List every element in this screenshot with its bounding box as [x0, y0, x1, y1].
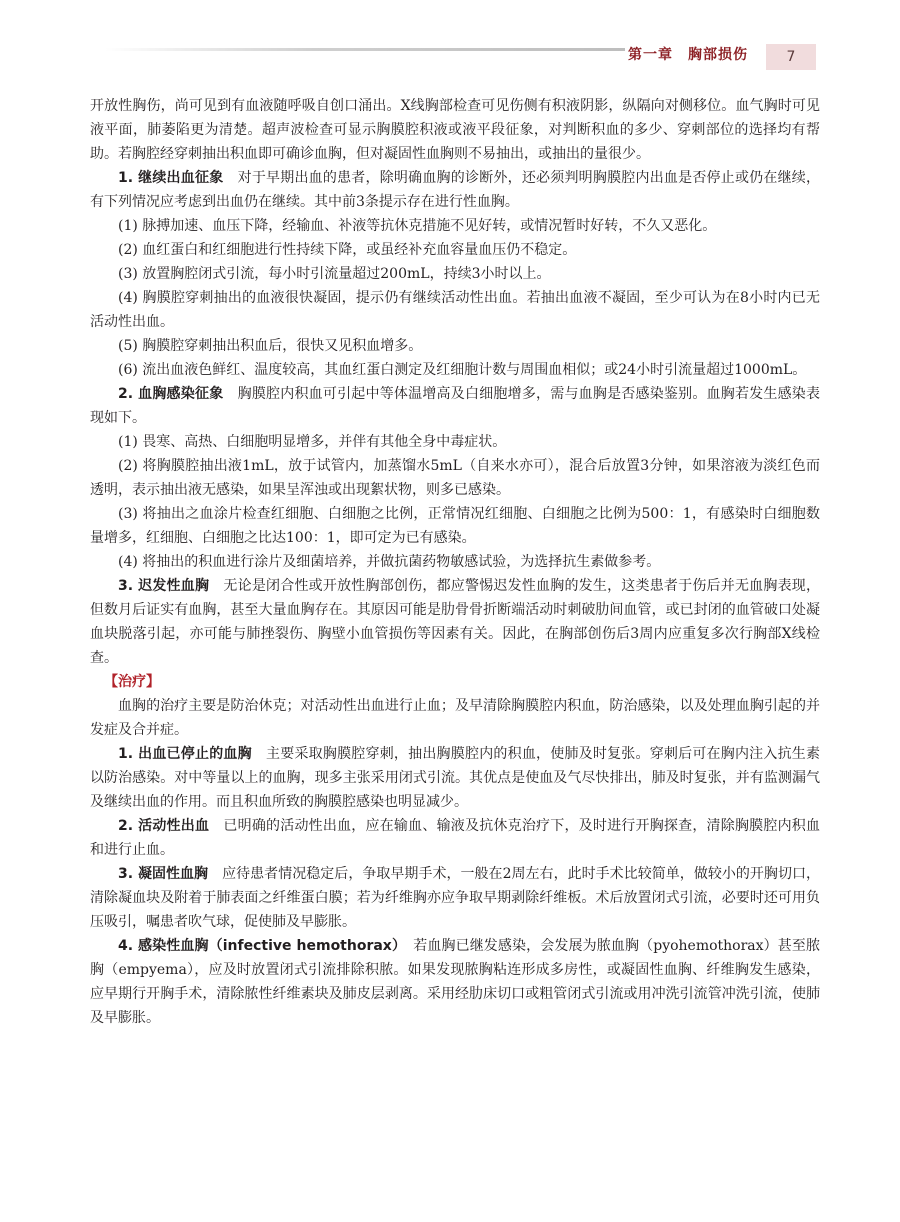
- heading-stopped-bleeding: 1. 出血已停止的血胸: [118, 746, 252, 762]
- heading-infection-signs: 2. 血胸感染征象: [118, 386, 224, 402]
- paragraph-delayed-hemothorax: [90, 574, 820, 670]
- heading-active-bleeding: 2. 活动性出血: [118, 818, 210, 834]
- text-infection-signs: 胸膜腔内积血可引起中等体温增高及白细胞增多，需与血胸是否感染鉴别。血胸若发生感染表现如下。: [90, 386, 821, 426]
- heading-infective-hemothorax: 4. 感染性血胸（infective hemothorax）: [118, 938, 400, 954]
- heading-coagulated-hemothorax: 3. 凝固性血胸: [118, 866, 209, 882]
- text-delayed-hemothorax: 无论是闭合性或开放性胸部创伤，都应警惕迟发性血胸的发生，这类患者于伤后并无血胸表现，但数月后证实有血胸，甚至大量血胸存在。其原因可能是肋骨骨折断端活动时刺破肋间血管，或已封闭的血管破口处凝血块脱落引起，亦可能与肺挫裂伤、胸壁小血管损伤等因素有关。因此，在胸部创伤后3周内应重复多次行胸部X线检查。: [90, 578, 821, 666]
- paragraph-continued-bleeding: [90, 166, 820, 214]
- page-number: 7: [766, 44, 816, 70]
- paragraph-coagulated-hemothorax: [90, 862, 820, 934]
- text-infective-hemothorax: 若血胸已继发感染，会发展为脓血胸（pyohemothorax）甚至脓胸（empyema），应及时放置闭式引流排除积脓。如果发现脓胸粘连形成多房性，或凝固性血胸、纤维胸发生感染，应早期行开胸手术，清除脓性纤维素块及肺皮层剥离。采用经肋床切口或粗管闭式引流或用冲洗引流管冲洗引流，使肺及早膨胀。: [90, 938, 821, 1026]
- heading-continued-bleeding: 1. 继续出血征象: [118, 170, 224, 186]
- page-body: [90, 94, 820, 1030]
- list-item: (6) 流出血液色鲜红、温度较高，其血红蛋白测定及红细胞计数与周围血相似；或24小时引流量超过1000mL。: [118, 362, 807, 378]
- list-item: (2) 将胸膜腔抽出液1mL，放于试管内，加蒸馏水5mL（自来水亦可），混合后放置3分钟，如果溶液为淡红色而透明，表示抽出液无感染，如果呈浑浊或出现絮状物，则多已感染。: [90, 458, 820, 498]
- paragraph-continuation: 开放性胸伤，尚可见到有血液随呼吸自创口涌出。X线胸部检查可见伤侧有积液阴影，纵隔向对侧移位。血气胸时可见液平面，肺萎陷更为清楚。超声波检查可显示胸膜腔积液或液平段征象，对判断积血的多少、穿刺部位的选择均有帮助。若胸腔经穿刺抽出积血即可确诊血胸，但对凝固性血胸则不易抽出，或抽出的量很少。: [90, 98, 820, 162]
- list-item: (1) 畏寒、高热、白细胞明显增多，并伴有其他全身中毒症状。: [118, 434, 507, 450]
- paragraph-active-bleeding: [90, 814, 820, 862]
- text-continued-bleeding: 对于早期出血的患者，除明确血胸的诊断外，还必须判明胸膜腔内出血是否停止或仍在继续，有下列情况应考虑到出血仍在继续。其中前3条提示存在进行性血胸。: [90, 170, 821, 210]
- list-item: (1) 脉搏加速、血压下降，经输血、补液等抗休克措施不见好转，或情况暂时好转，不久又恶化。: [118, 218, 717, 234]
- list-item: (2) 血红蛋白和红细胞进行性持续下降，或虽经补充血容量血压仍不稳定。: [118, 242, 577, 258]
- paragraph-treatment-intro: 血胸的治疗主要是防治休克；对活动性出血进行止血；及早清除胸膜腔内积血，防治感染，以及处理血胸引起的并发症及合并症。: [90, 698, 820, 738]
- list-item: (3) 放置胸腔闭式引流，每小时引流量超过200mL，持续3小时以上。: [118, 266, 551, 282]
- list-item: (4) 胸膜腔穿刺抽出的血液很快凝固，提示仍有继续活动性出血。若抽出血液不凝固，至少可认为在8小时内已无活动性出血。: [90, 290, 820, 330]
- list-item: (4) 将抽出的积血进行涂片及细菌培养，并做抗菌药物敏感试验，为选择抗生素做参考。: [118, 554, 661, 570]
- paragraph-infective-hemothorax: [90, 934, 820, 1030]
- page-header: [0, 0, 900, 72]
- text-coagulated-hemothorax: 应待患者情况稳定后，争取早期手术，一般在2周左右，此时手术比较简单，做较小的开胸切口，清除凝血块及附着于肺表面之纤维蛋白膜；若为纤维胸亦应争取早期剥除纤维板。术后放置闭式引流，必要时还可用负压吸引，嘱患者吹气球，促使肺及早膨胀。: [90, 866, 821, 930]
- list-item: (3) 将抽出之血涂片检查红细胞、白细胞之比例，正常情况红细胞、白细胞之比例为500：1，有感染时白细胞数量增多，红细胞、白细胞之比达100：1，即可定为已有感染。: [90, 506, 820, 546]
- header-rule: [105, 48, 625, 51]
- text-stopped-bleeding: 主要采取胸膜腔穿刺，抽出胸膜腔内的积血，使肺及时复张。穿刺后可在胸内注入抗生素以防治感染。对中等量以上的血胸，现多主张采用闭式引流。其优点是使血及气尽快排出，肺及时复张，并有监测漏气及继续出血的作用。而且积血所致的胸膜腔感染也明显减少。: [90, 746, 821, 810]
- chapter-title: 第一章 胸部损伤: [628, 47, 748, 63]
- paragraph-stopped-bleeding: [90, 742, 820, 814]
- section-title-treatment: 【治疗】: [104, 674, 160, 690]
- list-item: (5) 胸膜腔穿刺抽出积血后，很快又见积血增多。: [118, 338, 423, 354]
- heading-delayed-hemothorax: 3. 迟发性血胸: [118, 578, 210, 594]
- paragraph-infection-signs: [90, 382, 820, 430]
- text-active-bleeding: 已明确的活动性出血，应在输血、输液及抗休克治疗下，及时进行开胸探查，清除胸膜腔内积血和进行止血。: [90, 818, 821, 858]
